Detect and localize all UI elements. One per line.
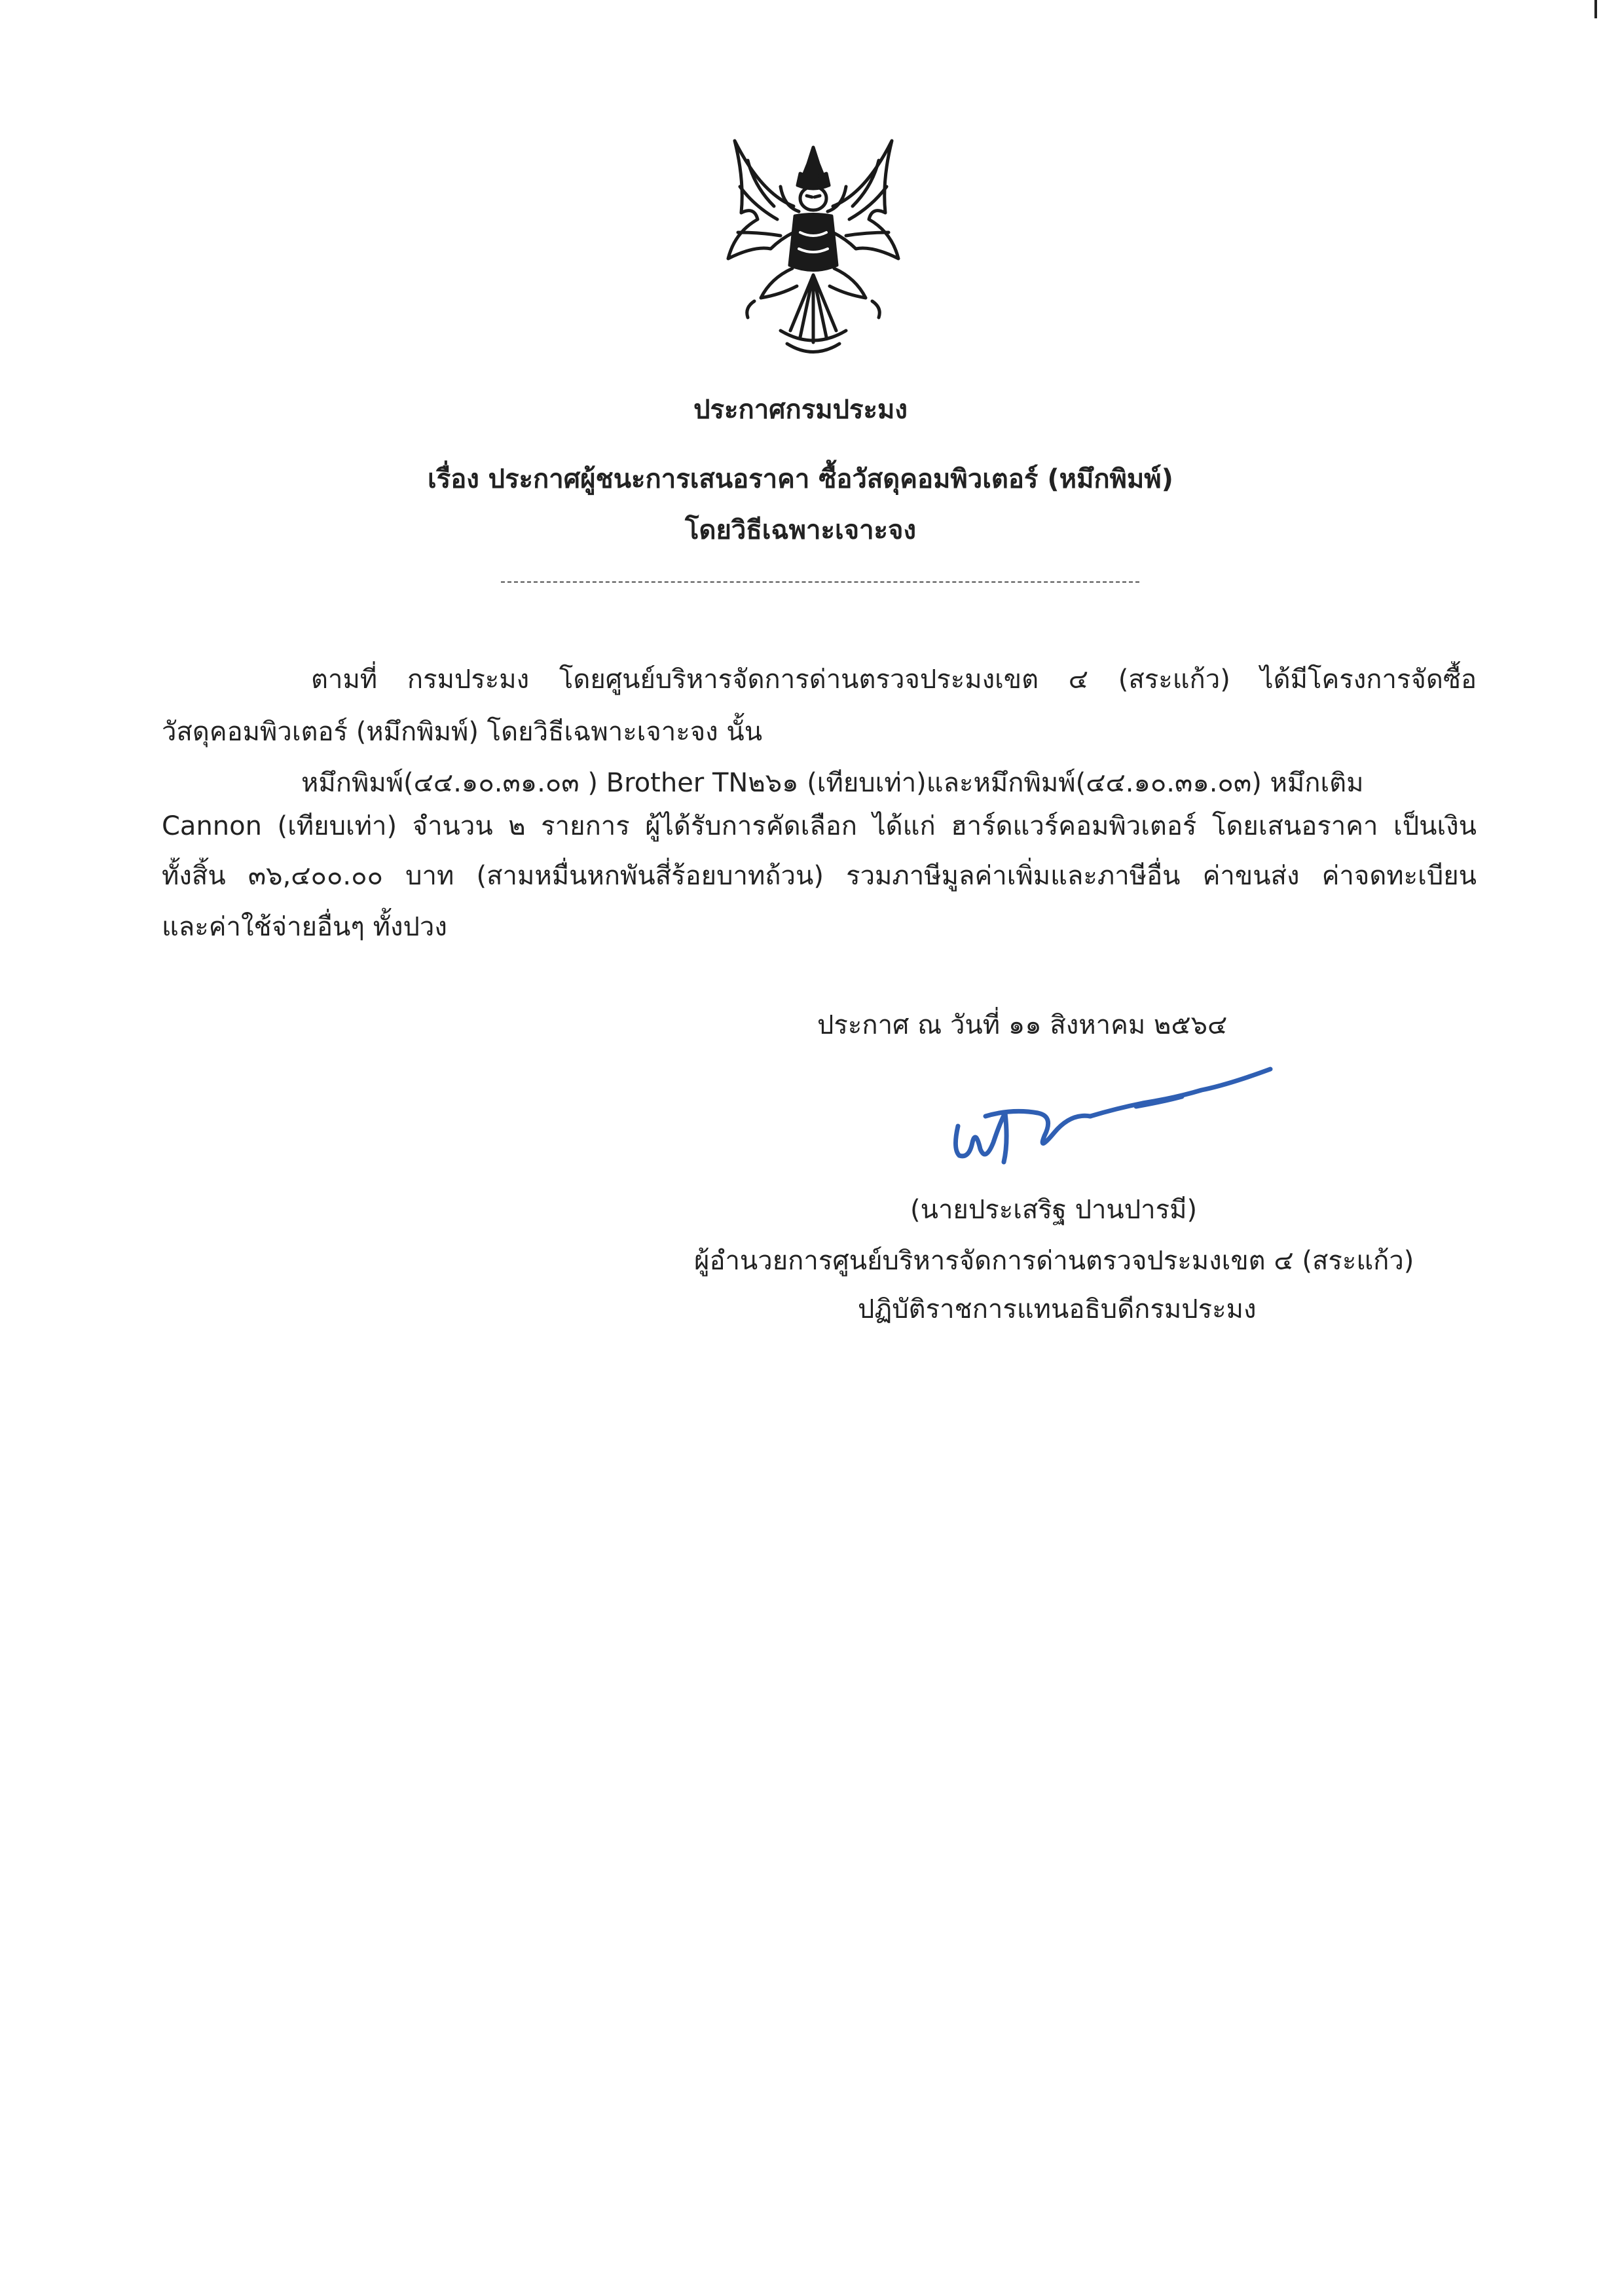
- paragraph-2-line-2: Cannon (เทียบเท่า) จำนวน ๒ รายการ ผู้ได้รับการคัดเลือก ได้แก่ ฮาร์ดแวร์คอมพิวเตอร์ โดยเสนอราคา เป็นเงิน: [162, 811, 1477, 841]
- paragraph-2-line-3: ทั้งสิ้น ๓๖,๔๐๐.๐๐ บาท (สามหมื่นหกพันสี่ร้อยบาทถ้วน) รวมภาษีมูลค่าเพิ่มและภาษีอื่น ค่าขนส่ง ค่าจดทะเบียน: [162, 861, 1477, 891]
- announcement-date: ประกาศ ณ วันที่ ๑๑ สิงหาคม ๒๕๖๔: [817, 1010, 1228, 1040]
- announcement-title: ประกาศกรมประมง: [693, 395, 908, 425]
- signatory-acting-for: ปฏิบัติราชการแทนอธิบดีกรมประมง: [858, 1294, 1257, 1324]
- paragraph-1-line-2: วัสดุคอมพิวเตอร์ (หมึกพิมพ์) โดยวิธีเฉพาะเจาะจง นั้น: [162, 717, 763, 747]
- signatory-position: ผู้อำนวยการศูนย์บริหารจัดการด่านตรวจประมงเขต ๔ (สระแก้ว): [694, 1246, 1414, 1276]
- paragraph-2-line-4: และค่าใช้จ่ายอื่นๆ ทั้งปวง: [162, 912, 447, 942]
- signatory-name: (นายประเสริฐ ปานปารมี): [910, 1195, 1198, 1225]
- garuda-emblem-icon: [708, 134, 918, 370]
- header-divider: [501, 581, 1139, 583]
- scan-edge-mark: [1594, 0, 1597, 18]
- procurement-method: โดยวิธีเฉพาะเจาะจง: [684, 515, 917, 545]
- paragraph-1-line-1: ตามที่ กรมประมง โดยศูนย์บริหารจัดการด่านตรวจประมงเขต ๔ (สระแก้ว) ได้มีโครงการจัดซื้อ: [311, 665, 1477, 695]
- announcement-subject: เรื่อง ประกาศผู้ชนะการเสนอราคา ซื้อวัสดุคอมพิวเตอร์ (หมึกพิมพ์): [428, 464, 1173, 494]
- signature-icon: [940, 1051, 1280, 1175]
- paragraph-2-line-1: หมึกพิมพ์(๔๔.๑๐.๓๑.๐๓ ) Brother TN๒๖๑ (เทียบเท่า)และหมึกพิมพ์(๔๔.๑๐.๓๑.๐๓) หมึกเติม: [301, 768, 1364, 798]
